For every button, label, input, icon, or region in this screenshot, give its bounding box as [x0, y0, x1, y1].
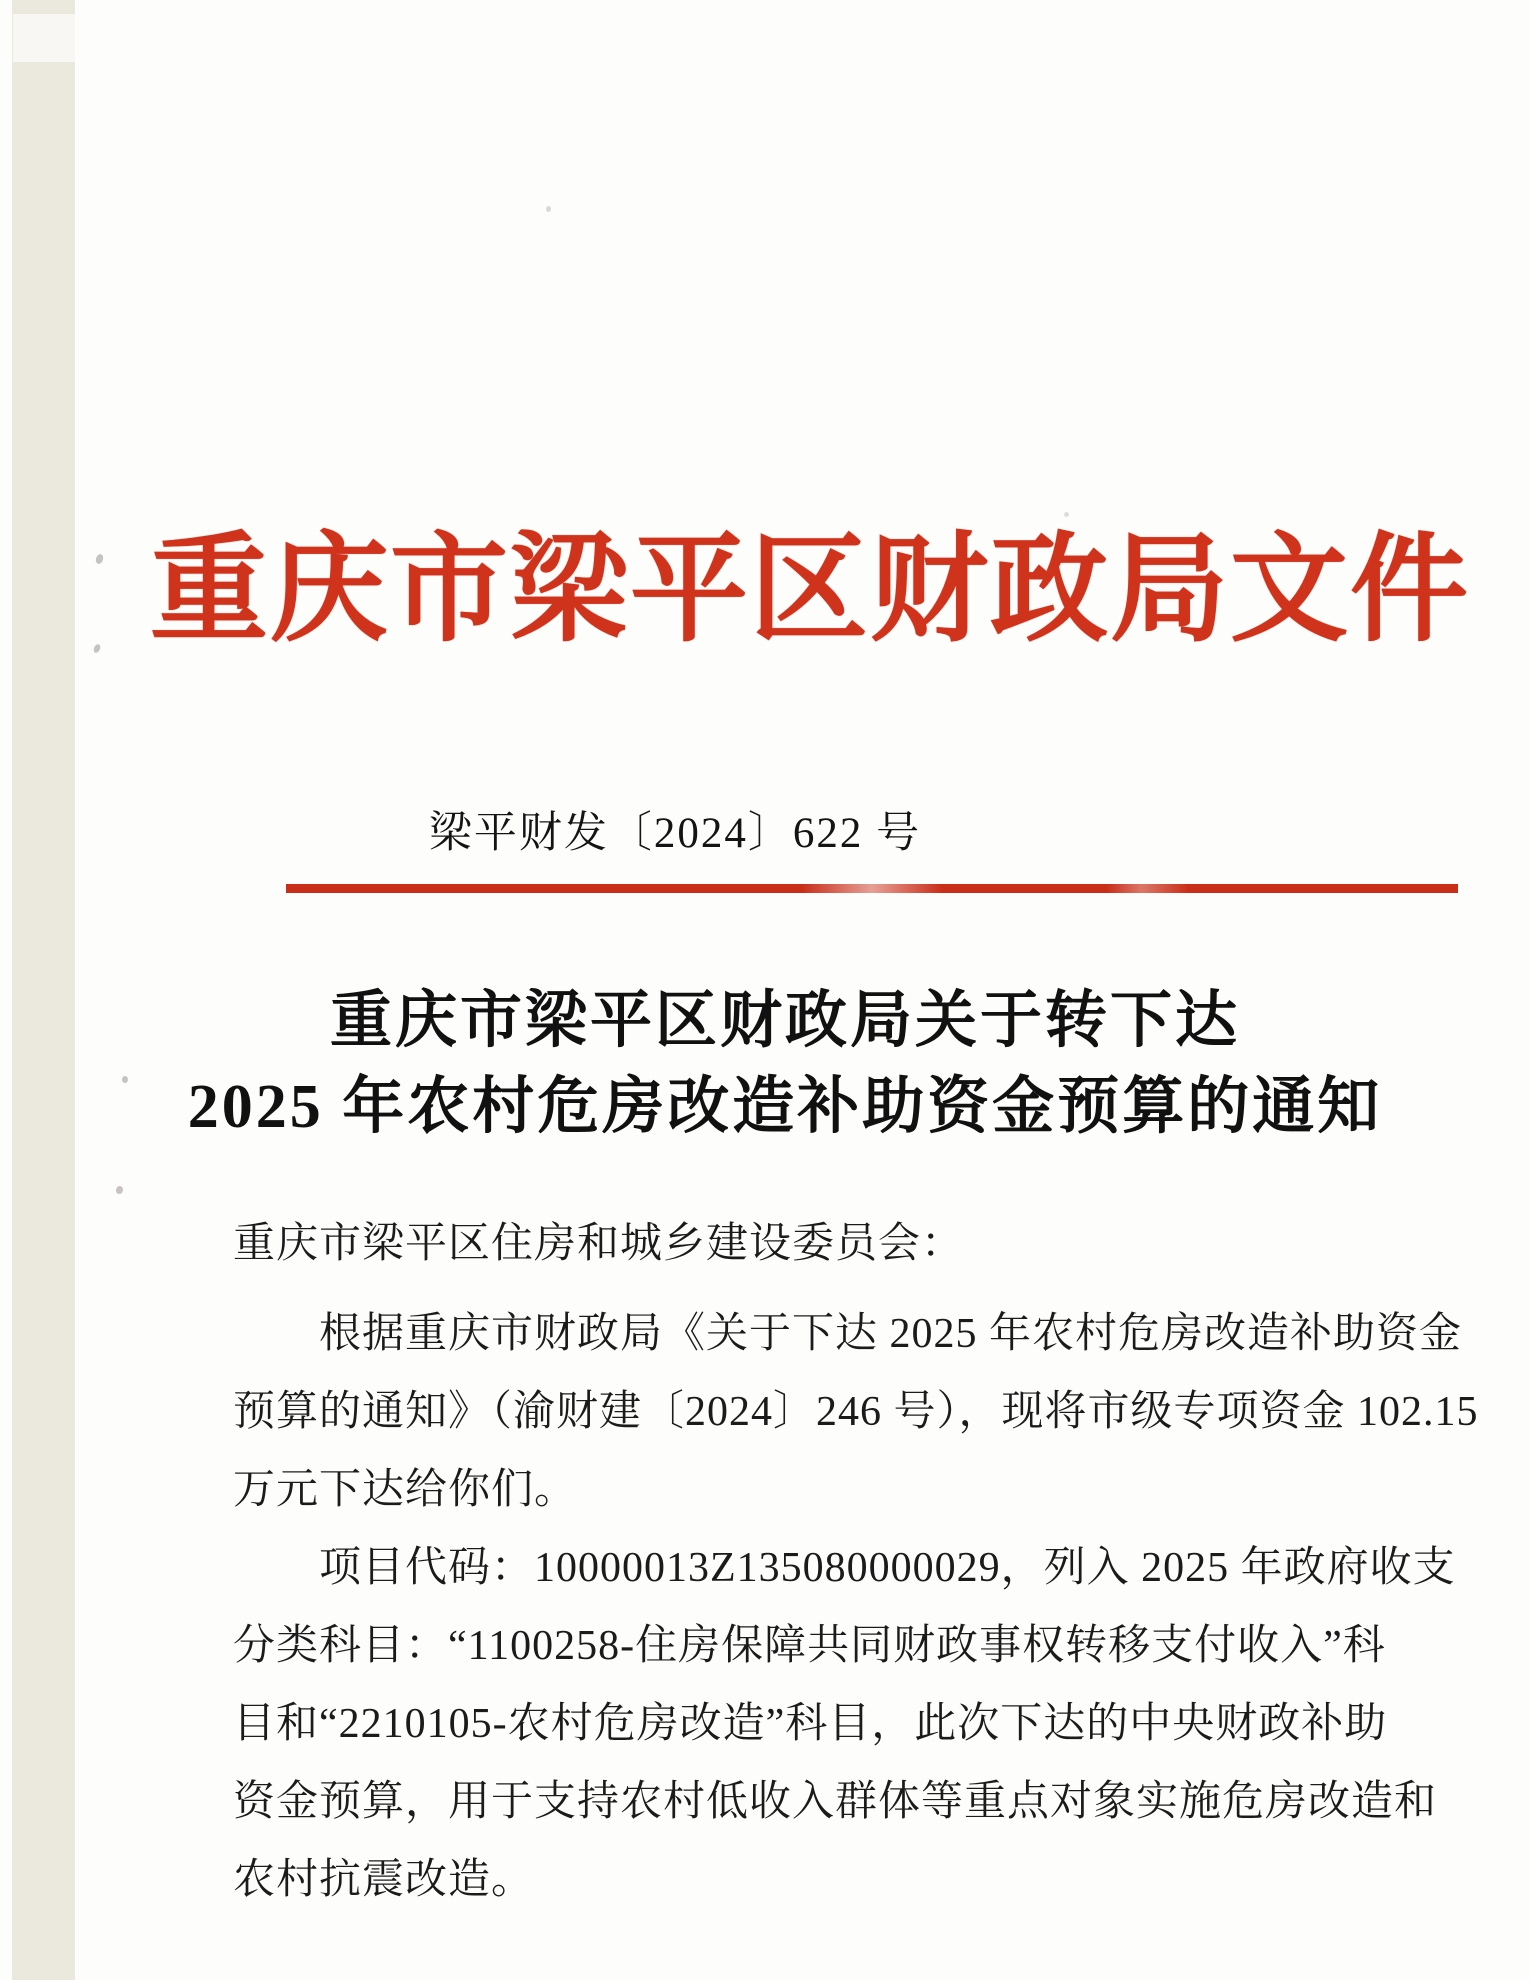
document-body: [233, 1205, 1479, 1919]
body-line: 分类科目：“1100258-住房保障共同财政事权转移支付收入”科: [233, 1623, 1386, 1669]
recipient-line: 重庆市梁平区住房和城乡建设委员会：: [233, 1221, 965, 1267]
body-line: 目和“2210105-农村危房改造”科目，此次下达的中央财政补助: [233, 1701, 1388, 1747]
body-line: 农村抗震改造。: [233, 1857, 535, 1903]
scan-speck: [92, 643, 101, 654]
red-divider-rule: [286, 884, 1458, 893]
document-number: 梁平财发〔2024〕622 号: [428, 810, 922, 857]
document-title: [100, 978, 1470, 1150]
scan-speck: [115, 1185, 124, 1195]
document-title-line1: 重庆市梁平区财政局关于转下达: [329, 987, 1240, 1055]
agency-letterhead: 重庆市梁平区财政局文件: [150, 525, 1471, 656]
body-line: 项目代码：10000013Z135080000029，列入 2025 年政府收支: [319, 1545, 1456, 1591]
body-line: 万元下达给你们。: [233, 1467, 578, 1513]
scan-speck: [546, 206, 551, 212]
body-line: 根据重庆市财政局《关于下达 2025 年农村危房改造补助资金: [319, 1311, 1463, 1357]
scan-speck: [95, 553, 105, 565]
body-line: 资金预算，用于支持农村低收入群体等重点对象实施危房改造和: [233, 1779, 1438, 1825]
scan-edge-highlight: [13, 14, 75, 62]
body-line: 预算的通知》（渝财建〔2024〕246 号），现将市级专项资金 102.15: [233, 1389, 1479, 1435]
document-title-line2: 2025 年农村危房改造补助资金预算的通知: [187, 1073, 1383, 1141]
scan-edge-strip: [12, 0, 75, 1980]
